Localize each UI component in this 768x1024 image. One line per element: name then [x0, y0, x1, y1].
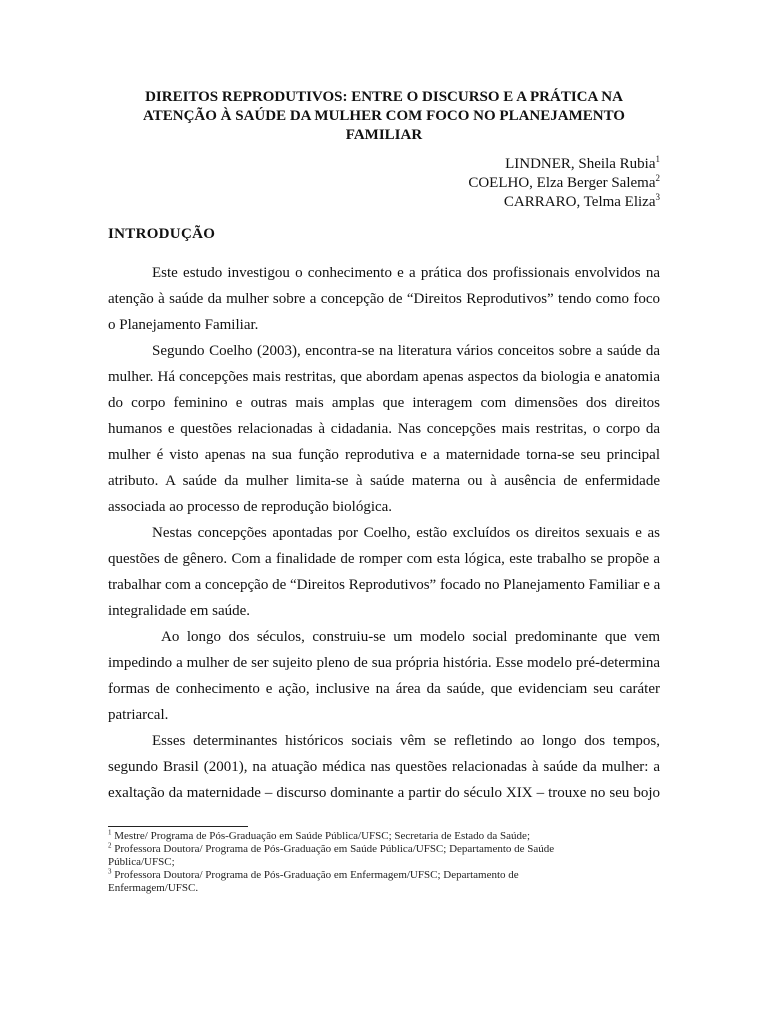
paragraph: [108, 520, 660, 624]
footnote-mark: 2: [108, 841, 112, 850]
text-line: Ao longo dos séculos, construiu-se um modelo social predominante que vem: [161, 629, 660, 645]
footnote: [108, 843, 660, 856]
paragraph: [108, 338, 660, 520]
text-line: mulher. Há concepções mais restritas, que abordam apenas aspectos da biologia e anatomia: [108, 369, 660, 385]
footnote-continuation: Enfermagem/UFSC.: [108, 882, 199, 894]
text-line: o Planejamento Familiar.: [108, 317, 259, 333]
footnote-mark: 2: [655, 173, 660, 183]
title-line: ATENÇÃO À SAÚDE DA MULHER COM FOCO NO PLANEJAMENTO: [143, 108, 625, 124]
text-line: Este estudo investigou o conhecimento e a prática dos profissionais envolvidos na: [152, 265, 660, 281]
text-line: exaltação da maternidade – discurso dominante a partir do século XIX – trouxe no seu bojo: [108, 785, 660, 801]
footnote-mark: 1: [655, 154, 660, 164]
footnote: [108, 830, 660, 843]
text-line: trabalhar com a concepção de “Direitos Reprodutivos” focado no Planejamento Familiar e a: [108, 577, 661, 593]
text-line: Nestas concepções apontadas por Coelho, estão excluídos os direitos sexuais e as: [152, 525, 660, 541]
footnote-text: Mestre/ Programa de Pós-Graduação em Saúde Pública/UFSC; Secretaria de Estado da Saúde;: [114, 830, 530, 842]
text-line: patriarcal.: [108, 707, 169, 723]
paragraph: [108, 260, 660, 338]
text-line: impedindo a mulher de ser sujeito pleno de sua própria história. Esse modelo pré-determina: [108, 655, 660, 671]
author-list: [260, 155, 660, 212]
paragraph: [108, 728, 660, 806]
author-name: CARRARO, Telma Eliza: [503, 194, 656, 210]
footnote-text: Professora Doutora/ Programa de Pós-Graduação em Enfermagem/UFSC; Departamento de: [114, 869, 519, 881]
footnotes: [108, 830, 660, 895]
footnote-separator: [108, 826, 248, 827]
author-entry: [260, 155, 660, 174]
text-line: questões de gênero. Com a finalidade de romper com esta lógica, este trabalho se propõe a: [108, 551, 660, 567]
title-line: DIREITOS REPRODUTIVOS: ENTRE O DISCURSO E A PRÁTICA NA: [145, 89, 623, 105]
text-line: Esses determinantes históricos sociais vêm se refletindo ao longo dos tempos,: [152, 733, 660, 749]
text-line: associada ao processo de reprodução biológica.: [108, 499, 393, 515]
footnote: [108, 869, 660, 882]
author-name: LINDNER, Sheila Rubia: [505, 156, 656, 172]
text-line: segundo Brasil (2001), na atuação médica nas questões relacionadas à saúde da mulher: a: [108, 759, 660, 775]
text-line: do corpo feminino e outras mais amplas que interagem com dimensões dos direitos: [108, 395, 660, 411]
body-text: [108, 260, 660, 806]
text-line: Segundo Coelho (2003), encontra-se na literatura vários conceitos sobre a saúde da: [152, 343, 660, 359]
footnote-mark: 3: [655, 192, 660, 202]
text-line: atenção à saúde da mulher sobre a concepção de “Direitos Reprodutivos” tendo como foco: [108, 291, 660, 307]
paper-title: [108, 88, 660, 145]
author-entry: [260, 193, 660, 212]
footnote-mark: 1: [108, 828, 112, 837]
text-line: humanos e questões relacionadas à cidadania. Nas concepções mais restritas, o corpo da: [108, 421, 660, 437]
text-line: atributo. A saúde da mulher limita-se à saúde materna ou à ausência de enfermidade: [108, 473, 660, 489]
author-name: COELHO, Elza Berger Salema: [468, 175, 656, 191]
text-line: integralidade em saúde.: [108, 603, 251, 619]
author-entry: [260, 174, 660, 193]
footnote-text: Professora Doutora/ Programa de Pós-Graduação em Saúde Pública/UFSC; Departamento de Saúde: [114, 843, 555, 855]
text-line: formas de conhecimento e ação, inclusive na área da saúde, que evidenciam seu caráter: [108, 681, 660, 697]
footnote-mark: 3: [108, 867, 112, 876]
section-heading: INTRODUÇÃO: [108, 226, 216, 242]
title-line: FAMILIAR: [345, 127, 423, 143]
footnote-continuation: Pública/UFSC;: [108, 856, 175, 868]
paragraph: [108, 624, 660, 728]
text-line: mulher é visto apenas na sua função reprodutiva e a maternidade torna-se seu principal: [108, 447, 660, 463]
